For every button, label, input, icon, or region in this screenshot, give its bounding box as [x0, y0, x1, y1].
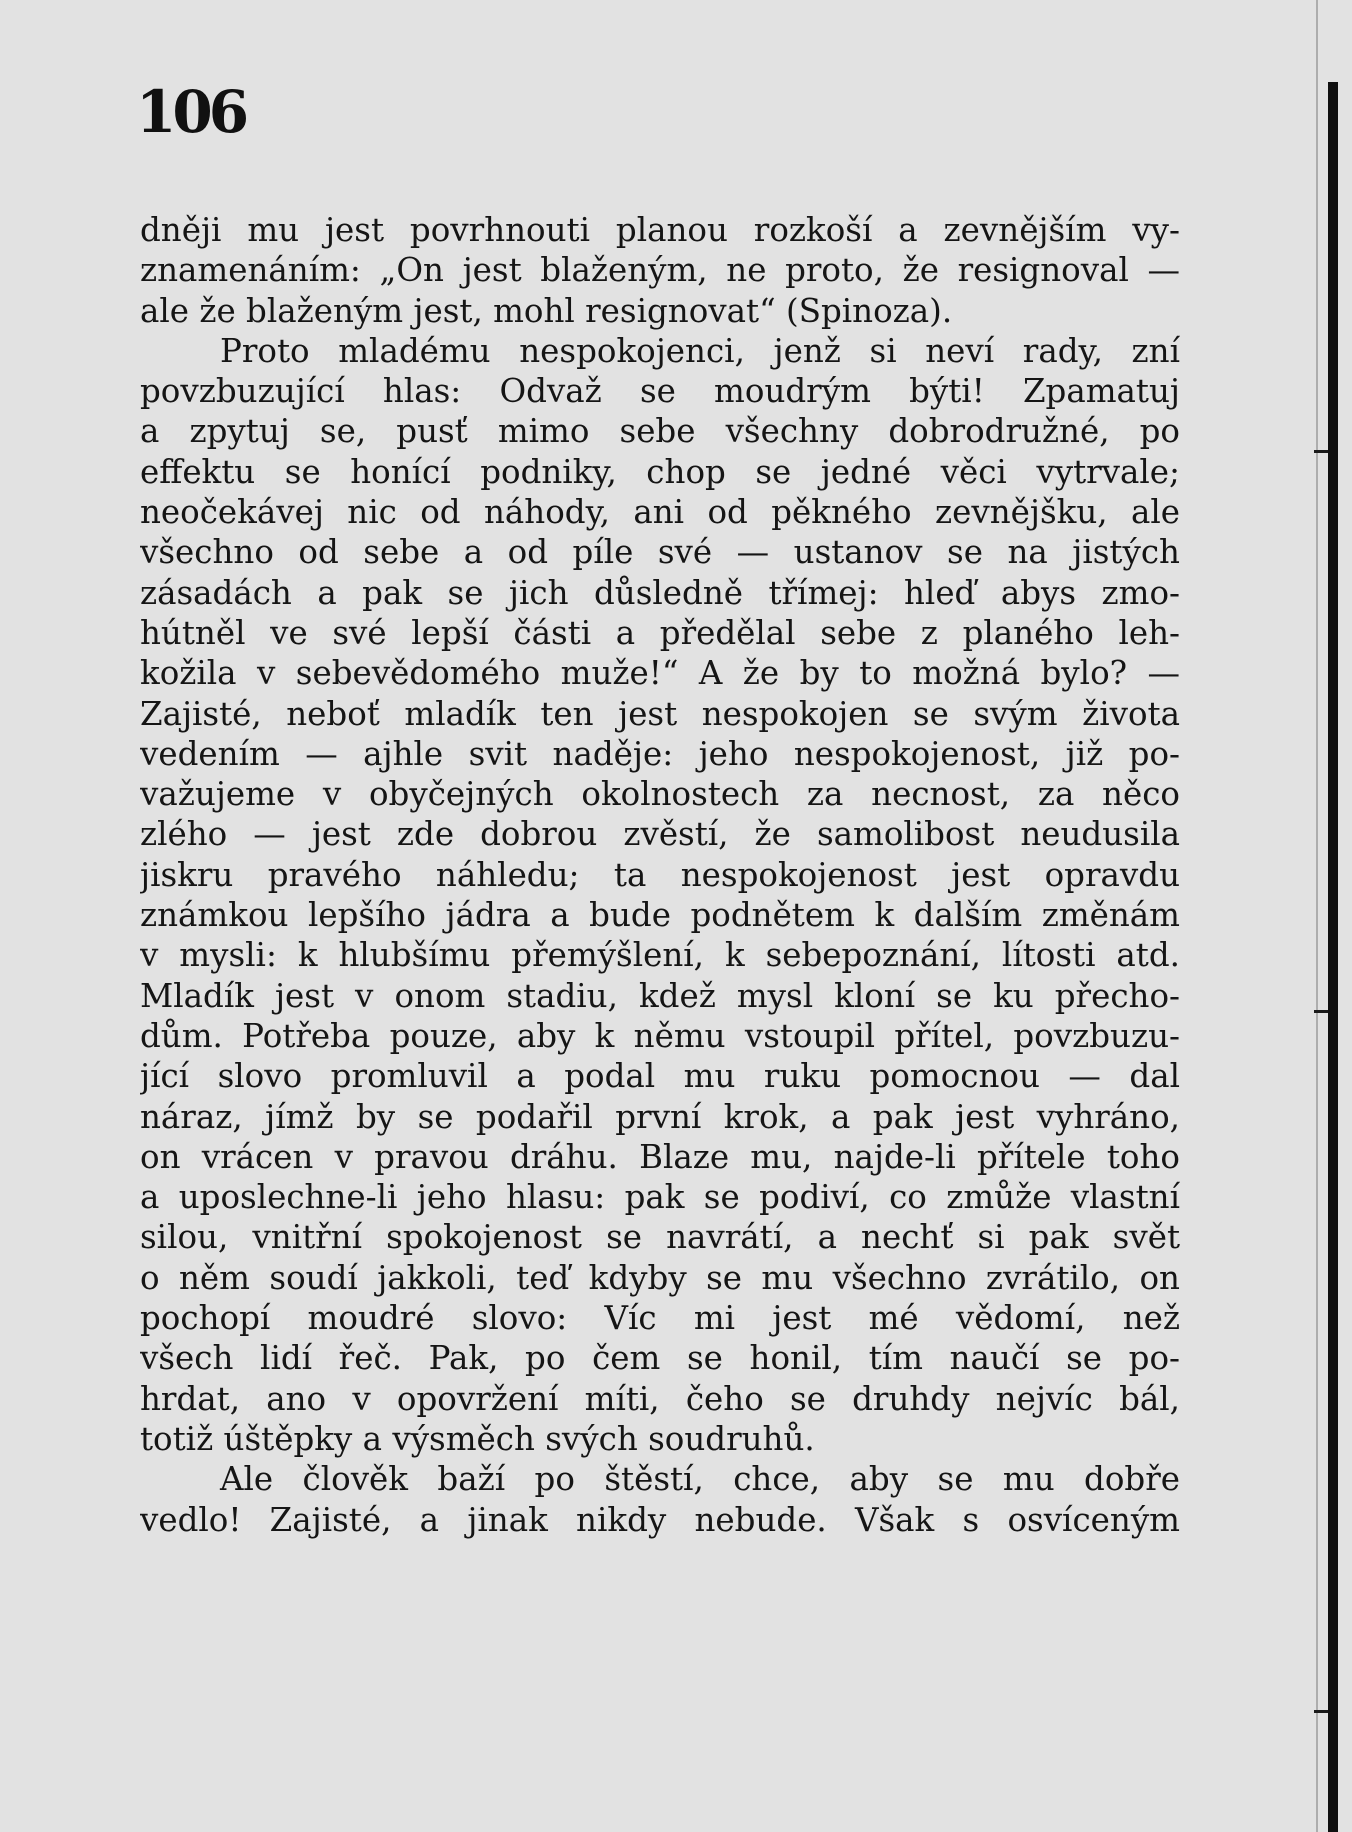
text-line: zásadách a pak se jich důsledně třímej: hleď abys zmo-	[140, 573, 1180, 612]
body-text	[140, 210, 1180, 1540]
text-line: hútněl ve své lepší části a předělal sebe z planého leh-	[140, 613, 1180, 652]
text-line: Zajisté, neboť mladík ten jest nespokojen se svým života	[140, 694, 1180, 733]
text-line: silou, vnitřní spokojenost se navrátí, a nechť si pak svět	[140, 1218, 1180, 1257]
text-line: hrdat, ano v opovržení míti, čeho se druhdy nejvíc bál,	[140, 1379, 1180, 1418]
text-line: Ale člověk baží po štěstí, chce, aby se mu dobře	[220, 1460, 1180, 1499]
text-line: znamenáním: „On jest blaženým, ne proto, že resignoval —	[140, 251, 1180, 290]
text-line: kožila v sebevědomého muže!“ A že by to možná bylo? —	[140, 654, 1180, 693]
binding-shadow	[1316, 0, 1318, 1832]
text-line: Mladík jest v onom stadiu, kdež mysl kloní se ku přecho-	[140, 976, 1180, 1015]
text-line: a zpytuj se, pusť mimo sebe všechny dobrodružné, po	[140, 412, 1180, 451]
text-line: vedlo! Zajisté, a jinak nikdy nebude. Však s osvíceným	[140, 1500, 1180, 1539]
text-line: jiskru pravého náhledu; ta nespokojenost jest opravdu	[140, 855, 1180, 894]
text-line: ale že blaženým jest, mohl resignovat“ (Spinoza).	[140, 291, 953, 330]
text-line: známkou lepšího jádra a bude podnětem k dalším změnám	[140, 896, 1180, 935]
text-line: dněji mu jest povrhnouti planou rozkoší a zevnějším vy-	[140, 211, 1180, 249]
text-line: dům. Potřeba pouze, aby k němu vstoupil přítel, povzbuzu-	[140, 1016, 1180, 1055]
page-number: 106	[136, 78, 246, 146]
text-line: o něm soudí jakkoli, teď kdyby se mu všechno zvrátilo, on	[140, 1258, 1180, 1297]
text-line: važujeme v obyčejných okolnostech za necnost, za něco	[140, 775, 1180, 814]
text-line: a uposlechne-li jeho hlasu: pak se podiví, co zmůže vlastní	[140, 1178, 1180, 1217]
text-line: jící slovo promluvil a podal mu ruku pomocnou — dal	[140, 1057, 1180, 1096]
text-line: effektu se honící podniky, chop se jedné věci vytrvale;	[140, 452, 1180, 491]
text-line: náraz, jímž by se podařil první krok, a pak jest vyhráno,	[140, 1097, 1180, 1136]
text-line: vedením — ajhle svit naděje: jeho nespokojenost, již po-	[140, 734, 1180, 773]
text-line: Proto mladému nespokojenci, jenž si neví rady, zní	[220, 331, 1180, 370]
text-line: zlého — jest zde dobrou zvěstí, že samolibost neudusila	[140, 815, 1180, 854]
text-line: neočekávej nic od náhody, ani od pěkného zevnějšku, ale	[140, 493, 1180, 532]
edge-mark	[1314, 450, 1328, 453]
edge-mark	[1314, 1010, 1328, 1013]
text-line: všech lidí řeč. Pak, po čem se honil, tím naučí se po-	[140, 1339, 1180, 1378]
text-line: všechno od sebe a od píle své — ustanov se na jistých	[140, 533, 1180, 572]
text-line: povzbuzující hlas: Odvaž se moudrým býti! Zpamatuj	[140, 372, 1180, 411]
text-line: pochopí moudré slovo: Víc mi jest mé vědomí, než	[140, 1299, 1180, 1338]
text-line: totiž úštěpky a výsměch svých soudruhů.	[140, 1419, 815, 1458]
edge-mark	[1314, 1710, 1328, 1713]
page-edge-bar	[1328, 82, 1338, 1832]
text-line: on vrácen v pravou dráhu. Blaze mu, najde-li přítele toho	[140, 1137, 1180, 1176]
text-line: v mysli: k hlubšímu přemýšlení, k sebepoznání, lítosti atd.	[140, 936, 1180, 975]
